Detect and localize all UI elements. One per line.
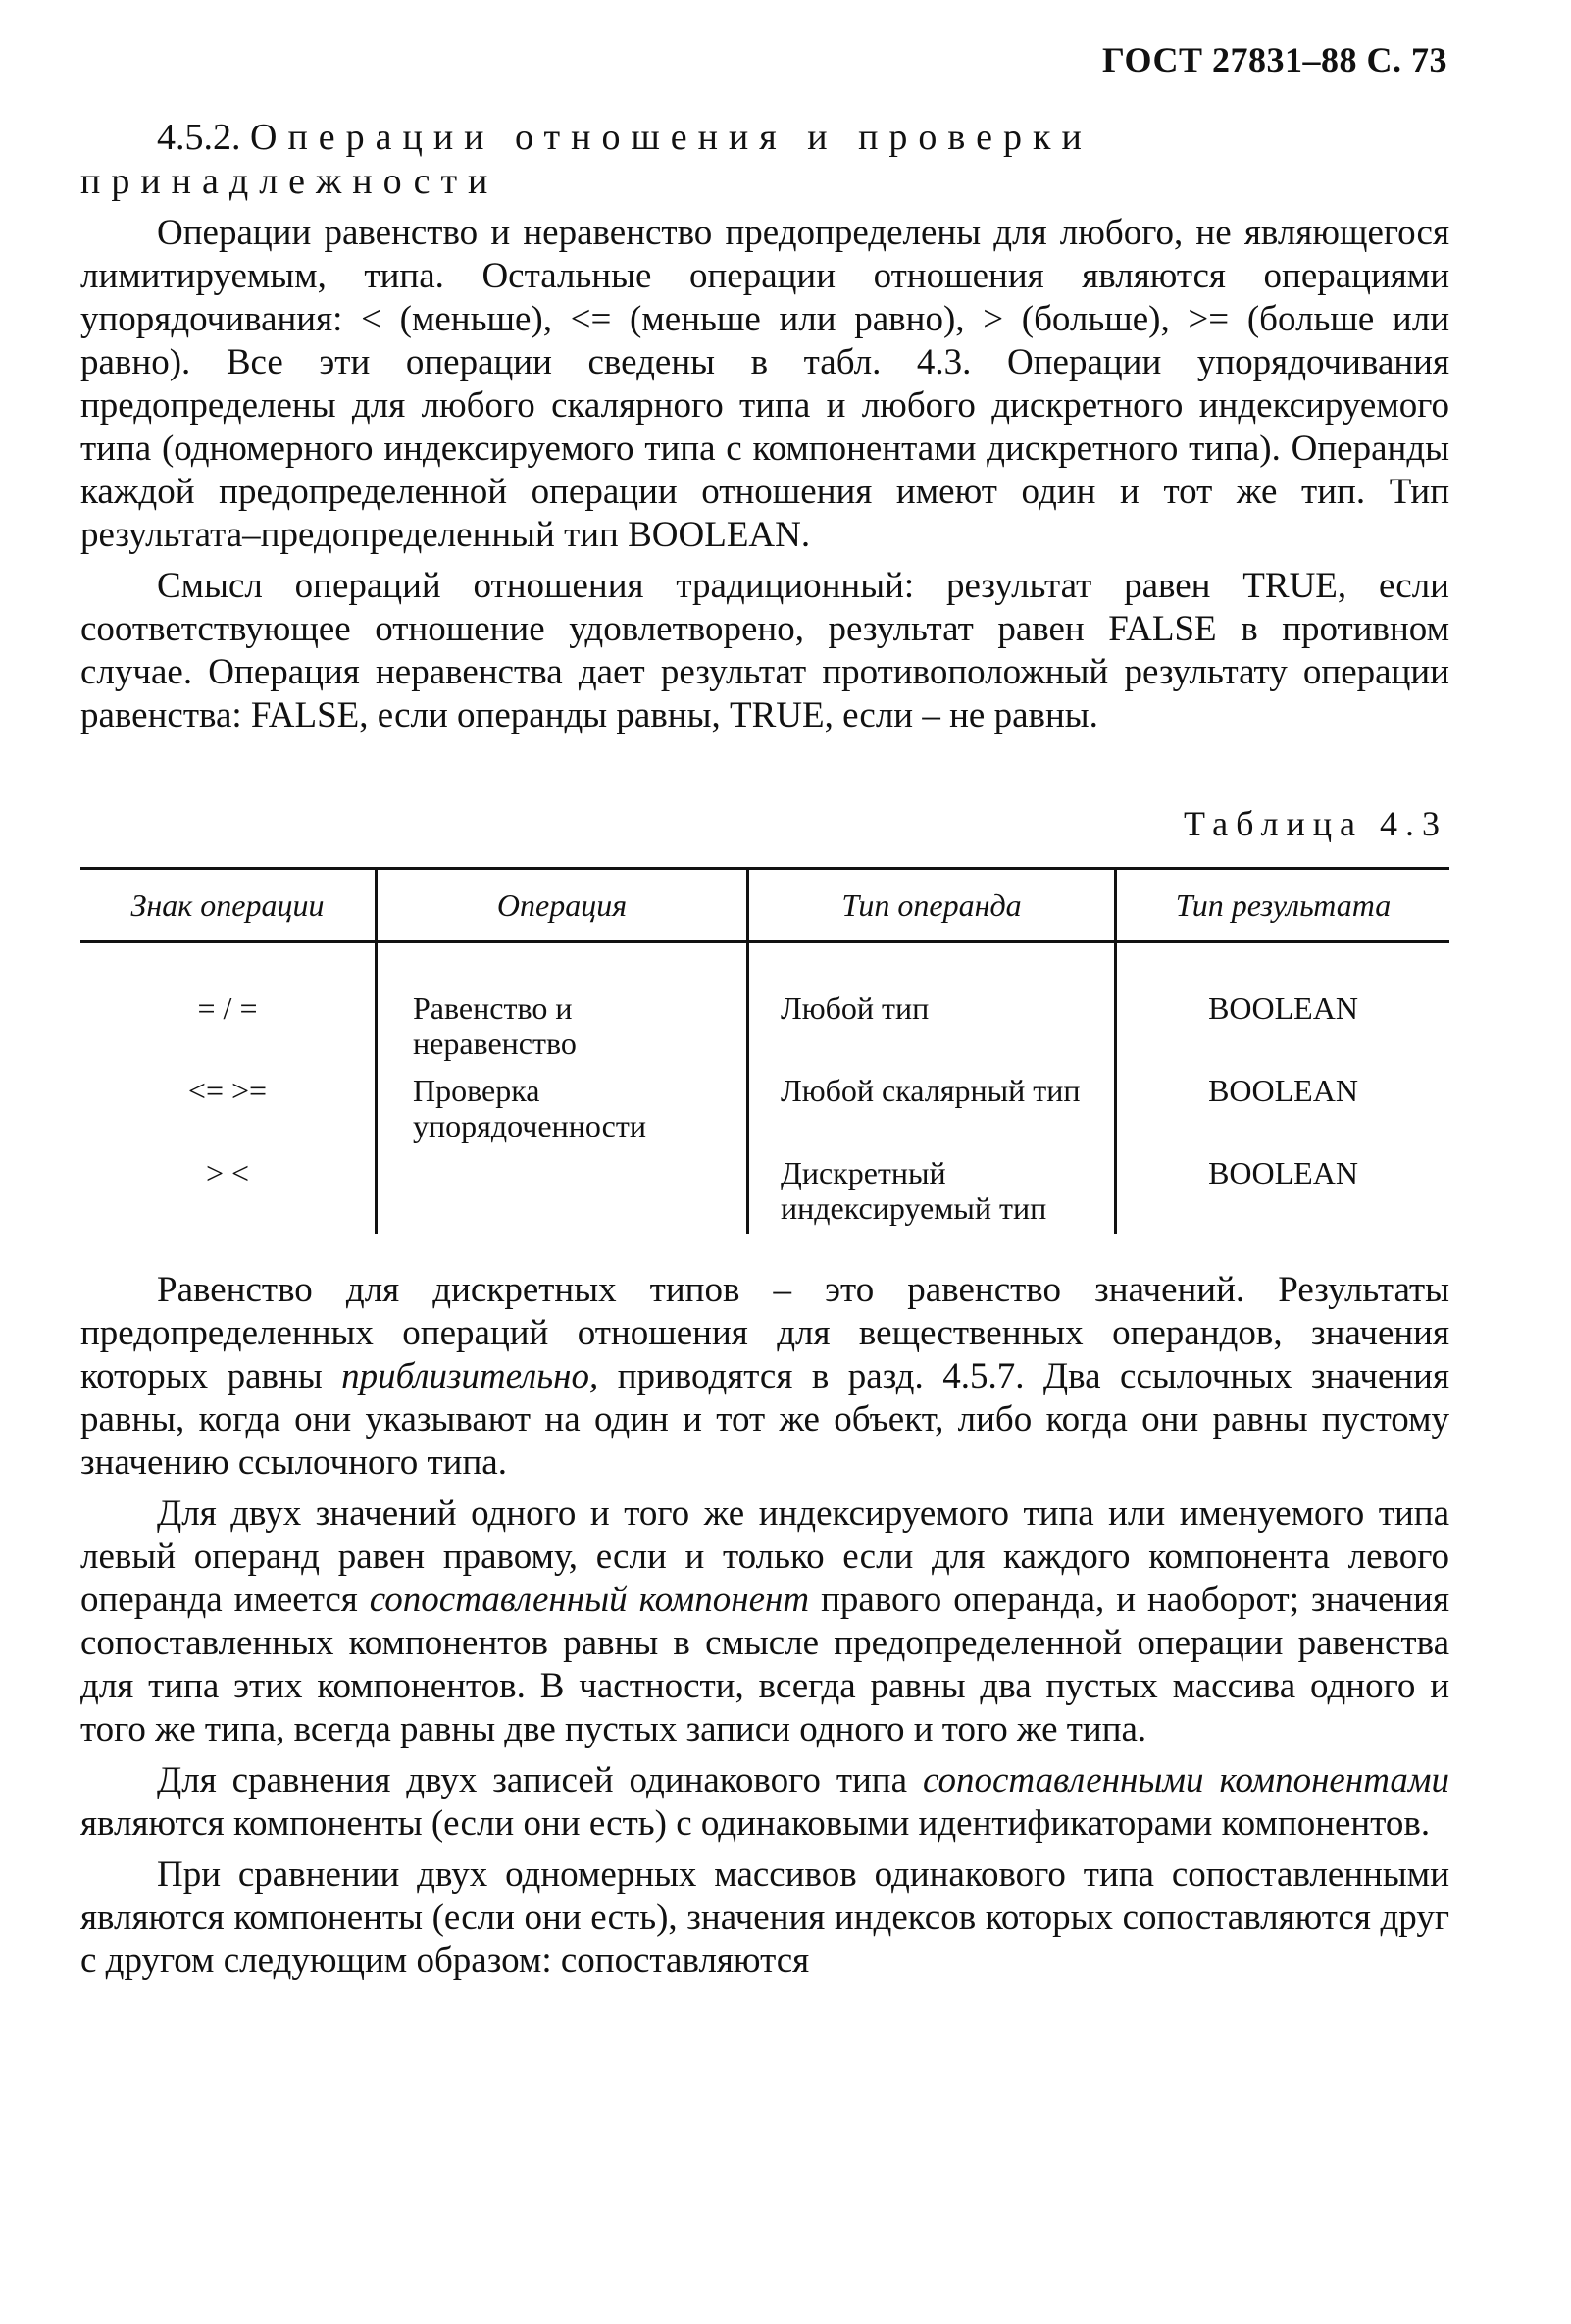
- table-header-row: [80, 869, 1449, 942]
- page-header: ГОСТ 27831–88 С. 73: [1102, 40, 1447, 79]
- text-run: являются компоненты (если они есть) с одинаковыми идентификаторами компонентов.: [80, 1803, 1431, 1844]
- paragraph-relation-meaning: Смысл операций отношения традиционный: результат равен TRUE, если соответствующее отношение удовлетворено, результат равен FALSE в противном случае. Операция неравенства дает результат противоположный результату операции равенства: FALSE, если операнды равны, TRUE, если – не равны.: [80, 566, 1449, 735]
- section-heading: [80, 116, 1449, 204]
- paragraph-discrete-equality: [80, 1269, 1449, 1485]
- text-run: Равенство для дискретных типов – это равенство значений. Результаты предопределенных операций отношения для вещественных операндов, значения которых равны: [80, 1270, 1449, 1396]
- paragraph-array-comparison: При сравнении двух одномерных массивов одинакового типа сопоставленными являются компоненты (если они есть), значения индексов которых сопоставляются друг с другом следующим образом: сопоставляются: [80, 1854, 1449, 1981]
- text-run: приводятся в разд. 4.5.7. Два ссылочных значения равны, когда они указывают на один и тот же объект, либо когда они равны пустому значению ссылочного типа.: [80, 1356, 1449, 1483]
- text-run: правого операнда, и наоборот; значения сопоставленных компонентов равны в смысле предопределенной операции равенства для типа этих компонентов. В частности, всегда равны два пустых массива одного и того же типа, всегда равны две пустых записи одного и того же типа.: [80, 1580, 1449, 1749]
- cell-operation: Проверка упорядоченности: [377, 1069, 748, 1151]
- cell-sign: <= >=: [187, 1073, 268, 1108]
- italic-term: приблизительно,: [341, 1356, 599, 1396]
- header-result-type: Тип результата: [1116, 869, 1450, 942]
- cell-operation: [377, 1151, 748, 1234]
- paragraph-indexed-equality: [80, 1492, 1449, 1751]
- cell-result-type: BOOLEAN: [1116, 1069, 1450, 1151]
- italic-term: сопоставленными компонентами: [922, 1760, 1449, 1800]
- cell-operand-type: Любой скалярный тип: [748, 1069, 1116, 1151]
- text-run: Для сравнения двух записей одинакового типа: [157, 1760, 923, 1800]
- table-caption: Таблица 4.3: [1184, 804, 1447, 843]
- cell-sign: > <: [205, 1155, 250, 1190]
- text-after-table: [80, 1269, 1449, 1983]
- header-sign: Знак операции: [80, 869, 377, 942]
- table-row: [80, 1069, 1449, 1151]
- section-number: 4.5.2.: [157, 117, 241, 158]
- table-row: [80, 1151, 1449, 1234]
- operations-table: [80, 867, 1449, 1234]
- cell-operand-type: Дискретный индексируемый тип: [748, 1151, 1116, 1234]
- page-content: [80, 116, 1449, 1983]
- cell-result-type: BOOLEAN: [1116, 1151, 1450, 1234]
- header-operation: Операция: [377, 869, 748, 942]
- italic-term: сопоставленный компонент: [369, 1580, 810, 1620]
- text-run: Для двух значений одного и того же индексируемого типа или именуемого типа левый операнд равен правому, если и только если для каждого компонента левого операнда имеется: [80, 1493, 1449, 1620]
- cell-sign: = / =: [197, 990, 258, 1026]
- table-row: [80, 942, 1449, 1070]
- header-operand-type: Тип операнда: [748, 869, 1116, 942]
- cell-operand-type: Любой тип: [748, 942, 1116, 1070]
- cell-operation: Равенство и неравенство: [377, 942, 748, 1070]
- paragraph-record-comparison: [80, 1759, 1449, 1845]
- section-title: Операции отношения и проверки принадлежности: [80, 117, 1092, 202]
- paragraph-predefined-operations: Операции равенство и неравенство предопределены для любого, не являющегося лимитируемым, типа. Остальные операции отношения являются операциями упорядочивания: < (меньше), <= (меньше или равно), > (больше), >= (больше или равно). Все эти операции сведены в табл. 4.3. Операции упорядочивания предопределены для любого скалярного типа и любого дискретного индексируемого типа (одномерного индексируемого типа с компонентами дискретного типа). Операнды каждой предопределенной операции отношения имеют один и тот же тип. Тип результата–предопределенный тип BOOLEAN.: [80, 213, 1449, 555]
- cell-result-type: BOOLEAN: [1116, 942, 1450, 1070]
